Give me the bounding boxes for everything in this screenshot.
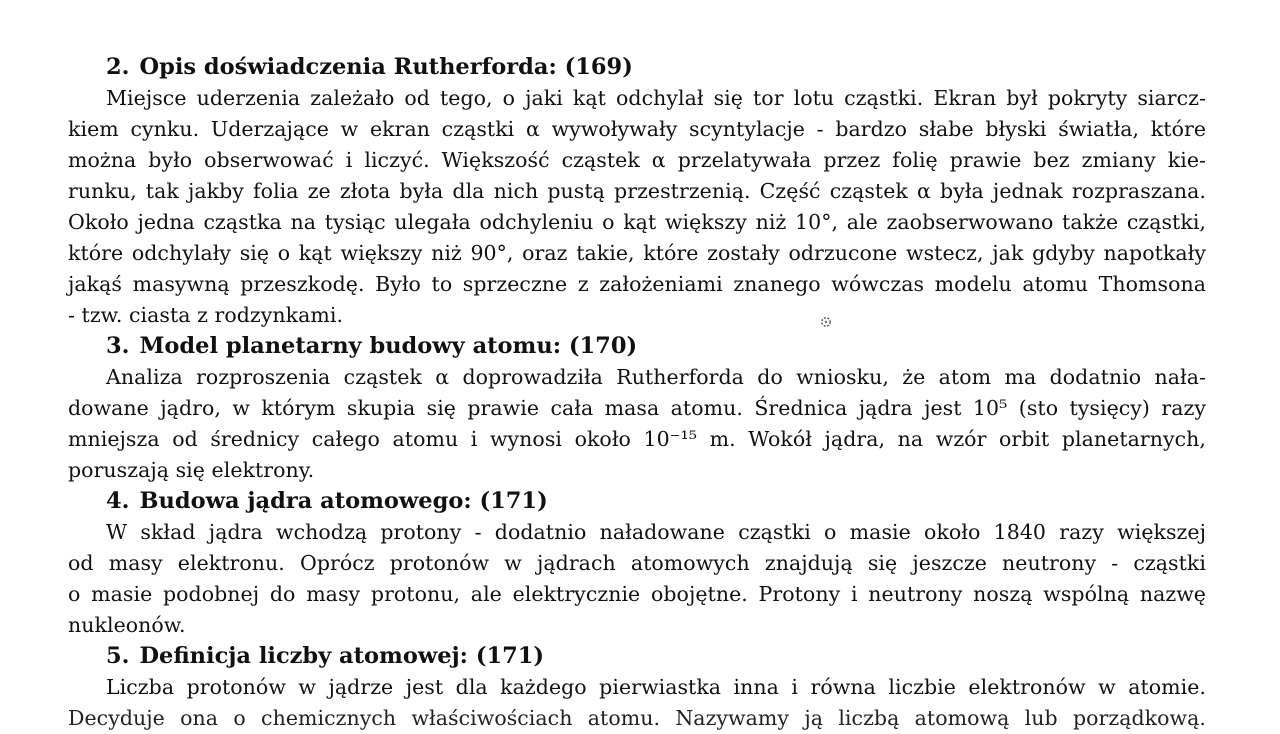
busy-cursor-icon <box>820 316 832 328</box>
section-title: Opis doświadczenia Rutherforda: (169) <box>139 54 633 80</box>
paragraph-line: kiem cynku. Uderzające w ekran cząstki α wywoływały scyntylacje - bardzo słabe błyski światła, które <box>68 117 1206 141</box>
section-title: Model planetarny budowy atomu: (170) <box>139 333 638 359</box>
section-number: 4. <box>106 488 130 514</box>
paragraph-line: W skład jądra wchodzą protony - dodatnio naładowane cząstki o masie około 1840 razy większej <box>106 520 1206 544</box>
paragraph-line: Około jedna cząstka na tysiąc ulegała odchyleniu o kąt większy niż 10°, ale zaobserwowano także cząstki, <box>68 210 1206 234</box>
paragraph-line: o masie podobnej do masy protonu, ale elektrycznie obojętne. Protony i neutrony noszą wspólną nazwę <box>68 582 1206 606</box>
section-heading <box>106 331 1206 362</box>
paragraph-line: mniejsza od średnicy całego atomu i wynosi około 10⁻¹⁵ m. Wokół jądra, na wzór orbit planetarnych, <box>68 427 1206 451</box>
section-heading <box>106 641 1206 672</box>
paragraph-line: runku, tak jakby folia ze złota była dla nich pustą przestrzenią. Część cząstek α była jednak rozpraszana. <box>68 179 1206 203</box>
paragraph-line: - tzw. ciasta z rodzynkami. <box>68 303 344 327</box>
document-page <box>68 52 1206 730</box>
section-heading <box>106 52 1206 83</box>
paragraph-line: Miejsce uderzenia zależało od tego, o jaki kąt odchylał się tor lotu cząstki. Ekran był pokryty siarcz- <box>106 86 1206 110</box>
paragraph-line: które odchylały się o kąt większy niż 90°, oraz takie, które zostały odrzucone wstecz, jak gdyby napotkały <box>68 241 1206 265</box>
paragraph-line: poruszają się elektrony. <box>68 458 315 482</box>
paragraph-line: można było obserwować i liczyć. Większość cząstek α przelatywała przez folię prawie bez zmiany kie- <box>68 148 1206 172</box>
paragraph-line: Analiza rozproszenia cząstek α doprowadziła Rutherforda do wniosku, że atom ma dodatnio nała- <box>106 365 1206 389</box>
section-title: Definicja liczby atomowej: (171) <box>139 643 545 669</box>
paragraph-line: jakąś masywną przeszkodę. Było to sprzeczne z założeniami znanego wówczas modelu atomu Thomsona <box>68 272 1206 296</box>
section-number: 3. <box>106 333 130 359</box>
paragraph-line: Decyduje ona o chemicznych właściwościach atomu. Nazywamy ją liczbą atomową lub porządkową. <box>68 706 1206 730</box>
section-title: Budowa jądra atomowego: (171) <box>139 488 548 514</box>
section-heading <box>106 486 1206 517</box>
paragraph-line: od masy elektronu. Oprócz protonów w jądrach atomowych znajdują się jeszcze neutrony - cząstki <box>68 551 1206 575</box>
paragraph-line: dowane jądro, w którym skupia się prawie cała masa atomu. Średnica jądra jest 10⁵ (sto tysięcy) razy <box>68 396 1206 420</box>
section-number: 5. <box>106 643 130 669</box>
section-number: 2. <box>106 54 130 80</box>
paragraph-line: nukleonów. <box>68 613 186 637</box>
paragraph-line: Liczba protonów w jądrze jest dla każdego pierwiastka inna i równa liczbie elektronów w atomie. <box>106 675 1206 699</box>
